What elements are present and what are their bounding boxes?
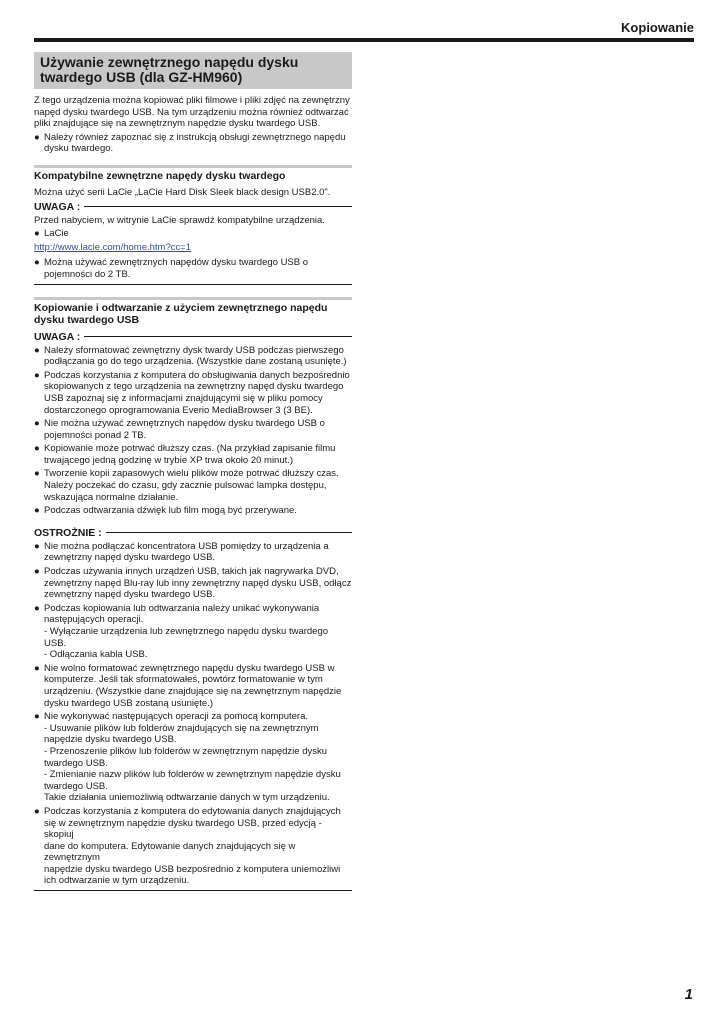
section-heading-line: Kopiowanie i odtwarzanie z użyciem zewnętrznego napędu [34,301,328,314]
bullet-icon: ● [34,131,40,143]
caution-item [34,541,352,564]
bullet-icon: ● [34,228,40,240]
bullet-line: - Odłączania kabla USB. [44,649,148,661]
bullet-line: dane do komputera. Edytowanie danych znajdujących się w zewnętrznym [44,840,296,864]
caution-item [34,711,352,804]
bullet-capacity [34,257,352,280]
note-label-row [34,331,352,343]
bullet-line: USB zapoznaj się z informacjami znajdującymi się w pliku pomocy [44,392,323,404]
section-heading-copying [34,302,352,326]
bullet-line: Podczas odtwarzania dźwięk lub film mogą być przerywane. [44,505,297,517]
notes-list [34,345,352,517]
lacie-link[interactable]: http://www.lacie.com/home.htm?cc=1 [34,241,192,253]
bullet-line: ich odtwarzanie w tym urządzeniu. [44,875,190,887]
note-item [34,370,352,416]
bullet-line: Należy sformatować zewnętrzny dysk twardy USB podczas pierwszego [44,344,344,356]
caution-item [34,566,352,601]
bullet-line: skopiowanych z tego urządzenia na zewnętrzny napęd dysku twardego [44,381,344,393]
bullet-line: wskazująca normalne działanie. [44,491,179,503]
bullet-line: - Usuwanie plików lub folderów znajdujących się na zewnętrznym [44,722,319,734]
note-label: UWAGA : [34,200,81,213]
bullet-line: Takie działania uniemożliwią odtwarzanie danych w tym urządzeniu. [44,792,330,804]
bullet-line: napędzie dysku twardego USB bezpośrednio z komputera uniemożliwi [44,863,341,875]
note-item [34,505,352,517]
section-text: Można użyć serii LaCie „LaCie Hard Disk Sleek black design USB2.0". [34,186,331,198]
bullet-line: - Zmienianie nazw plików lub folderów w zewnętrznym napędzie dysku [44,769,341,781]
note-label-row [34,201,352,213]
bullet-line: trwającego jedną godzinę w trybie XP trwa około 20 minut.) [44,454,294,466]
bullet-line: Tworzenie kopii zapasowych wielu plików może potrwać dłuższy czas. [44,468,339,480]
bullet-icon: ● [34,468,40,480]
bullet-line: Nie wykonywać następujących operacji za pomocą komputera. [44,711,309,723]
section-end-rule [34,284,352,285]
caution-item [34,663,352,709]
intro-line: Z tego urządzenia można kopiować pliki filmowe i pliki zdjęć na zewnętrzny [34,95,350,106]
page-header-section: Kopiowanie [621,20,694,35]
bullet-line: Należy poczekać do czasu, gdy zacznie pulsować lampka dostępu, [44,480,327,492]
page-title [34,52,352,89]
bullet-line: zewnętrzny napęd dysku twardego USB. [44,589,216,601]
section-end-rule [34,890,352,891]
bullet-line: Podczas korzystania z komputera do obsługiwania danych bezpośrednio [44,369,350,381]
bullet-icon: ● [34,711,40,723]
bullet-line: twardego USB. [44,780,108,792]
page-number: 1 [684,986,693,1003]
bullet-line: zewnętrzny napęd Blu-ray lub inny zewnętrzny napęd dysku USB, odłącz [44,577,352,589]
bullet-icon: ● [34,418,40,430]
cautions-list [34,541,352,887]
note-item [34,418,352,441]
page-title-line: twardego USB (dla GZ-HM960) [40,69,243,85]
bullet-line: LaCie [44,228,69,240]
note-item [34,443,352,466]
note-label: UWAGA : [34,330,81,343]
bullet-line: następujących operacji. [44,614,144,626]
intro-line: napęd dysku twardego USB. Na tym urządzeniu można również odtwarzać [34,106,349,118]
bullet-line: dysku twardego. [44,143,114,155]
bullet-line: pojemności ponad 2 TB. [44,429,147,441]
bullet-line: napędzie dysku twardego USB. [44,734,177,746]
section-heading-line: dysku twardego USB [34,313,140,326]
bullet-line: Nie wolno formatować zewnętrznego napędu dysku twardego USB w [44,662,335,674]
bullet-icon: ● [34,566,40,578]
bullet-icon: ● [34,602,40,614]
bullet-line: - Wyłączanie urządzenia lub zewnętrznego napędu dysku twardego USB. [44,626,329,649]
bullet-line: zewnętrzny napęd dysku twardego USB. [44,552,216,564]
bullet-line: Nie można używać zewnętrznych napędów dysku twardego USB o [44,418,325,430]
bullet-icon: ● [34,344,40,356]
header-rule [34,38,694,42]
bullet-line: Podczas używania innych urządzeń USB, takich jak nagrywarka DVD, [44,566,339,578]
bullet-lacie [34,228,352,240]
bullet-line: urządzeniu. (Wszystkie dane znajdujące się na zewnętrznym napędzie [44,685,342,697]
bullet-line: Można używać zewnętrznych napędów dysku twardego USB o [44,257,309,269]
section-divider [34,297,352,300]
bullet-icon: ● [34,662,40,674]
intro-paragraph [34,95,352,130]
bullet-line: twardego USB. [44,757,108,769]
bullet-icon: ● [34,257,40,269]
caution-label-row [34,527,352,539]
bullet-line: komputerze. Jeśli tak sformatowałeś, powtórz formatowanie w tym [44,674,323,686]
bullet-icon: ● [34,540,40,552]
section-divider [34,165,352,168]
note-item [34,345,352,368]
bullet-line: Podczas kopiowania lub odtwarzania należy unikać wykonywania [44,602,320,614]
bullet-icon: ● [34,805,40,817]
bullet-line: Należy również zapoznać się z instrukcją obsługi zewnętrznego napędu [44,131,346,143]
bullet-icon: ● [34,505,40,517]
intro-bullet [34,132,352,155]
note-rule [84,336,352,337]
main-column [34,52,352,891]
bullet-line: Podczas korzystania z komputera do edytowania danych znajdujących [44,805,341,817]
note-item [34,468,352,503]
intro-line: pliki znajdujące się na zewnętrznym napędzie dysku twardego USB. [34,118,321,130]
bullet-line: Kopiowanie może potrwać dłuższy czas. (Na przykład zapisanie filmu [44,443,336,455]
note-rule [84,206,352,207]
caution-item [34,603,352,661]
bullet-icon: ● [34,443,40,455]
page-title-line: Używanie zewnętrznego napędu dysku [40,54,299,70]
bullet-line: się w zewnętrznym napędzie dysku twardego USB, przed edycją - skopiuj [44,817,322,841]
bullet-line: dysku twardego USB zostaną usunięte.) [44,697,213,709]
section-heading-compatible: Kompatybilne zewnętrzne napędy dysku twardego [34,169,286,182]
bullet-line: dostarczonego oprogramowania Everio MediaBrowser 3 (3 BE). [44,404,313,416]
note-text: Przed nabyciem, w witrynie LaCie sprawdź kompatybilne urządzenia. [34,214,325,226]
caution-rule [106,532,352,533]
caution-item [34,806,352,887]
bullet-line: Nie można podłączać koncentratora USB pomiędzy to urządzenia a [44,540,329,552]
bullet-icon: ● [34,369,40,381]
bullet-line: pojemności do 2 TB. [44,268,131,280]
bullet-line: podłączania go do tego urządzenia. (Wszystkie dane zostaną usunięte.) [44,356,347,368]
caution-label: OSTROŻNIE : [34,526,102,539]
bullet-line: - Przenoszenie plików lub folderów w zewnętrznym napędzie dysku [44,745,328,757]
